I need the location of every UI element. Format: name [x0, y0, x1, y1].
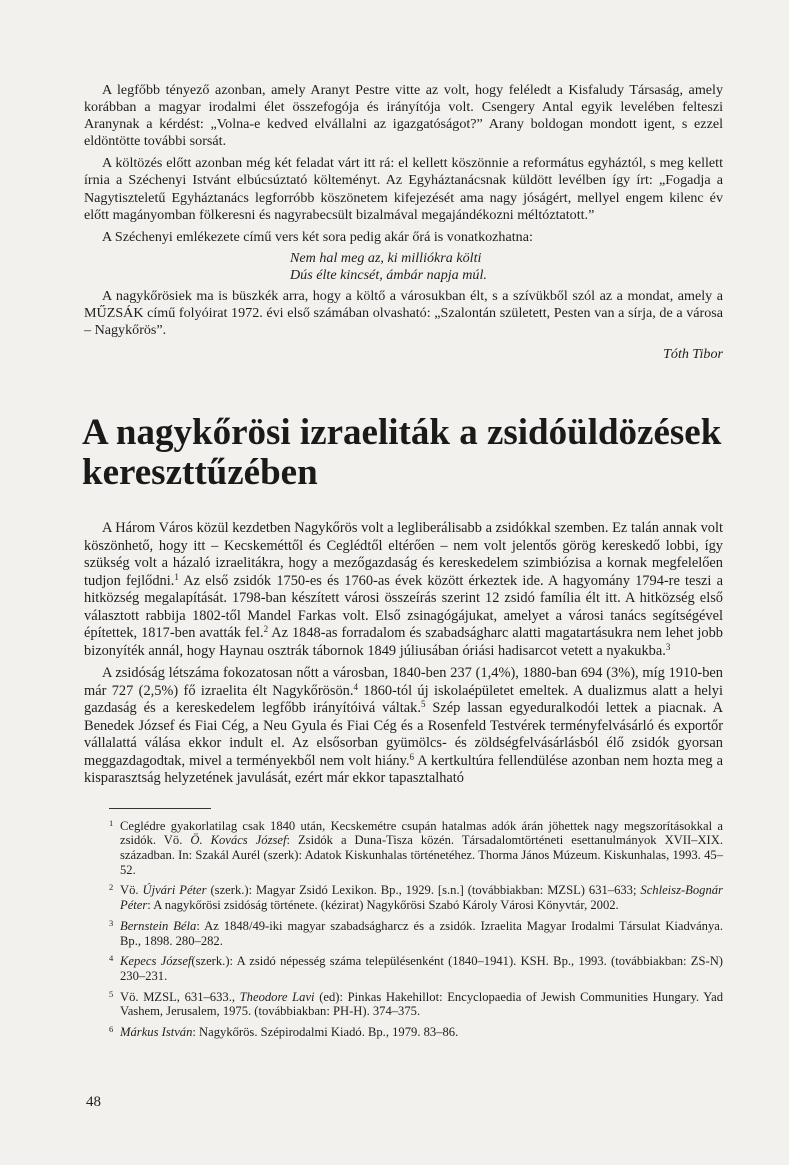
footnote-author: Újvári Péter	[142, 883, 207, 898]
footnote-text: (szerk.): Magyar Zsidó Lexikon. Bp., 1929. [s.n.] (továbbiakban: MZSL) 631–633;	[206, 883, 641, 898]
footnote-author: Schleisz-Bognár Péter	[120, 883, 723, 913]
footnote-ref: 5	[420, 699, 426, 710]
footnote	[109, 954, 723, 983]
text-segment: Szép lassan egyeduralkodói lettek a piacnak. A Benedek József és Fiai Cég, a Neu Gyula és Fiai Cég és a Rosenfeld Testvérek terményfelvásárló és exportőr vállalattá válása ekkor indult el. Az elsősorban gyümölcs- és zöldségfelvásárlásból élő zsidók gyorsan meggazdagodtak, mivel a terményekből nem volt hiány.	[84, 700, 723, 769]
footnote-text: Ceglédre gyakorlatilag csak 1840 után, Kecskemétre csupán hatalmas adók árán jöhettek nagy megszorításokkal a zsidók. Vö.	[120, 818, 723, 848]
paragraph: A Széchenyi emlékezete című vers két sora pedig akár őrá is vonatkozhatna:	[102, 228, 533, 245]
footnote-ref: 1	[174, 571, 179, 582]
footnote-text: (ed): Pinkas Hakehillot: Encyclopaedia of Jewish Communities Hungary. Yad Vashem, Jerusalem, 1975. (továbbiakban: PH-H). 374–375.	[120, 989, 724, 1019]
footnote	[109, 883, 723, 912]
poem-line: Nem hal meg az, ki milliókra költi	[290, 249, 482, 266]
footnote-divider	[109, 808, 211, 809]
text-segment: Az első zsidók 1750-es és 1760-as évek között érkeztek ide. A hagyomány 1794-re teszi a hitközség megalapítását. 1798-ban készített városi összeírás szerint 12 zsidó família élt itt. A hitközség első választott rabbija 1802-től Mandel Farkas volt. Első zsinagógájukat, amelyet a városi tanács segítségével építettek, 1817-ben avatták fel.	[84, 572, 724, 642]
footnote-number: 2	[109, 882, 114, 893]
poem-quote	[290, 250, 723, 284]
footnote-text: Vö. MZSL, 631–633.,	[120, 989, 240, 1004]
footnotes	[84, 819, 723, 1040]
footnote-text: : Nagykőrös. Szépirodalmi Kiadó. Bp., 1979. 83–86.	[192, 1025, 459, 1040]
footnote	[109, 919, 723, 948]
text-segment: 1860-tól új iskolaépületet emeltek. A dualizmus alatt a helyi gazdaság és a kereskedelem legfőbb irányítóivá váltak.	[84, 682, 723, 717]
footnote-author: Theodore Lavi	[239, 989, 315, 1004]
page-body	[84, 82, 723, 1046]
footnote-text: Vö.	[120, 883, 143, 898]
previous-article-ending	[84, 82, 723, 363]
page-number: 48	[86, 1094, 101, 1110]
footnote-text: : A nagykőrösi zsidóság története. (kézirat) Nagykőrösi Szabó Károly Városi Könyvtár, 2002.	[147, 898, 619, 913]
footnote	[109, 819, 723, 878]
text-segment: A Három Város közül kezdetben Nagykőrös volt a legliberálisabb a zsidókkal szemben. Ez talán annak volt köszönhető, hogy itt – Kecskeméttől és Ceglédtől eltérően – nem volt jelentős görög kereskedő lobbi, így szükség volt a házaló izraelitákra, hogy a mezőgazdaság és kereskedelem szimbiózisa a kornak megfelelően tudjon fejlődni.	[84, 520, 723, 589]
footnote-ref: 3	[665, 641, 671, 652]
text-segment: Az 1848-as forradalom és szabadságharc alatti magatartásukra nem lehet jobb bizonyíték annál, hogy Haynau osztrák tábornok 1849 júliusában óriási hadisarcot vetett a nyakukba.	[84, 625, 723, 659]
paragraph: A legfőbb tényező azonban, amely Aranyt Pestre vitte az volt, hogy feléledt a Kisfaludy Társaság, amely korábban a magyar irodalmi élet összefogója és irányítója volt. Csengery Antal egyik levelében felteszi Aranynak a kérdést: „Volna-e kedved elvállalni az igazgatóságot?” Arany boldogan mondott igent, s ezzel eldöntötte további sorsát.	[84, 82, 723, 150]
footnote-ref: 2	[263, 624, 269, 635]
footnote-number: 1	[109, 817, 114, 828]
paragraph: A költözés előtt azonban még két feladat várt itt rá: el kellett köszönnie a református egyháztól, s meg kellett írnia a Széchenyi Istvánt elbúcsúztató költeményt. Az Egyháztanácsnak küldött levélben így írt: „Fogadja a Nagytiszteletű Egyháztanács legforróbb köszönetem kifejezését ama nagy jóságért, mellyel engem kilenc év előtt magányomban fölkeresni és nagyrabecsült bizalmával megajándékozni méltóztatott.”	[84, 155, 723, 223]
footnote-author: Ö. Kovács József	[190, 833, 287, 848]
footnote-ref: 6	[409, 751, 415, 762]
footnote-author: Kepecs József	[120, 954, 192, 969]
footnote	[109, 1025, 723, 1040]
footnote-author: Bernstein Béla	[120, 918, 197, 933]
footnote-number: 6	[109, 1024, 114, 1035]
paragraph	[84, 520, 723, 660]
footnote-text: (szerk.): A zsidó népesség száma településenként (1840–1941). KSH. Bp., 1993. (továbbiakban: ZS-N) 230–231.	[120, 954, 723, 983]
footnote-ref: 4	[353, 681, 358, 692]
paragraph	[84, 665, 723, 788]
text-segment: A kertkultúra fellendülése azonban nem hozta meg a kisparasztság helyzetének javulását, ezért már ekkor tapasztalható	[84, 752, 723, 787]
footnote-number: 5	[109, 988, 114, 999]
author-signature: Tóth Tibor	[663, 346, 723, 363]
footnote-text: : Zsidók a Duna-Tisza közén. Társadalomtörténeti esettanulmányok XVII–XIX. században. In: Szakál Aurél (szerk): Adatok Kiskunhalas történetéhez. Thorma János Múzeum. Kiskunhalas, 1993. 45–52.	[120, 833, 723, 877]
poem-line: Dús élte kincsét, ámbár napja múl.	[290, 266, 487, 283]
footnote-text: : Az 1848/49-iki magyar szabadságharcz és a zsidók. Izraelita Magyar Irodalmi Társulat Kiadványa. Bp., 1898. 280–282.	[120, 918, 723, 948]
text-segment: A zsidóság létszáma fokozatosan nőtt a városban, 1840-ben 237 (1,4%), 1880-ban 694 (3%), míg 1910-ben már 727 (2,5%) fő izraelita élt Nagykőrösön.	[84, 665, 723, 699]
footnote-number: 4	[109, 953, 114, 964]
article-heading: A nagykőrösi izraeliták a zsidóüldözések kereszttűzében	[82, 412, 722, 494]
paragraph: A nagykőrösiek ma is büszkék arra, hogy a költő a városukban élt, s a szívükből szól az a mondat, amely a MŰZSÁK című folyóirat 1972. évi első számában olvasható: „Szalontán született, Pesten van a sírja, de a városa – Nagykőrös”.	[84, 287, 723, 339]
footnote-number: 3	[109, 917, 114, 928]
footnote-author: Márkus István	[120, 1025, 193, 1040]
footnote	[109, 990, 723, 1019]
